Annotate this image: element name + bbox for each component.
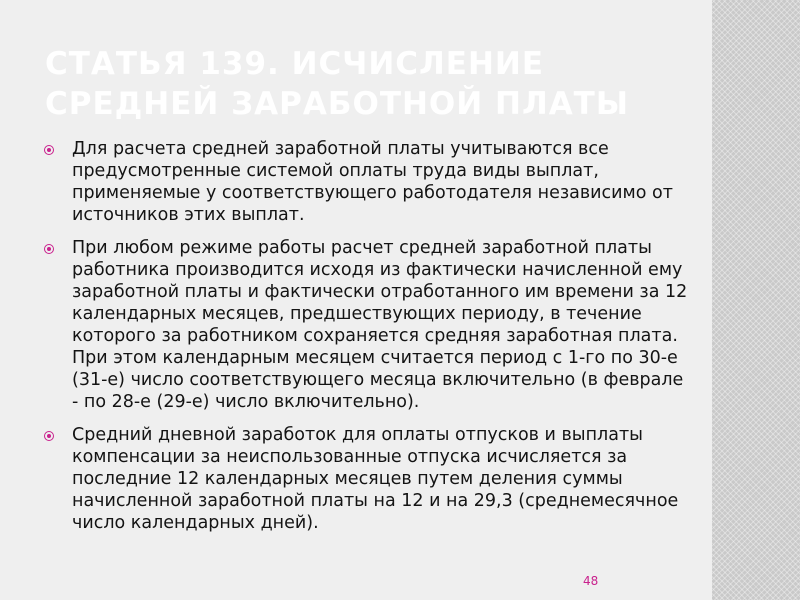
circle-bullet-icon — [44, 244, 54, 254]
bullet-item — [44, 424, 694, 534]
bullet-list — [44, 138, 694, 534]
slide-title: СТАТЬЯ 139. ИСЧИСЛЕНИЕ СРЕДНЕЙ ЗАРАБОТНОЙ ПЛАТЫ — [45, 46, 629, 122]
slide-content — [44, 138, 694, 545]
circle-bullet-icon — [44, 145, 54, 155]
page-number: 48 — [583, 574, 599, 588]
bullet-item — [44, 138, 694, 226]
bullet-text: При любом режиме работы расчет средней заработной платы работника производится исходя из фактически начисленной ему заработной платы и фактически отработанного им времени за 12 календарных месяцев, предшествующих периоду, в течение которого за работником сохраняется средняя заработная плата. При этом календарным месяцем считается период с 1-го по 30-е (31-е) число соответствующего месяца включительно (в феврале - по 28-е (29-е) число включительно). — [72, 238, 688, 412]
bullet-item — [44, 237, 694, 413]
bullet-text: Средний дневной заработок для оплаты отпусков и выплаты компенсации за неиспользованные отпуска исчисляется за последние 12 календарных месяцев путем деления суммы начисленной заработной платы на 12 и на 29,3 (среднемесячное число календарных дней). — [72, 425, 679, 533]
decorative-side-strip — [712, 0, 800, 600]
circle-bullet-icon — [44, 431, 54, 441]
bullet-text: Для расчета средней заработной платы учитываются все предусмотренные системой оплаты труда виды выплат, применяемые у соответствующего работодателя независимо от источников этих выплат. — [72, 139, 673, 225]
